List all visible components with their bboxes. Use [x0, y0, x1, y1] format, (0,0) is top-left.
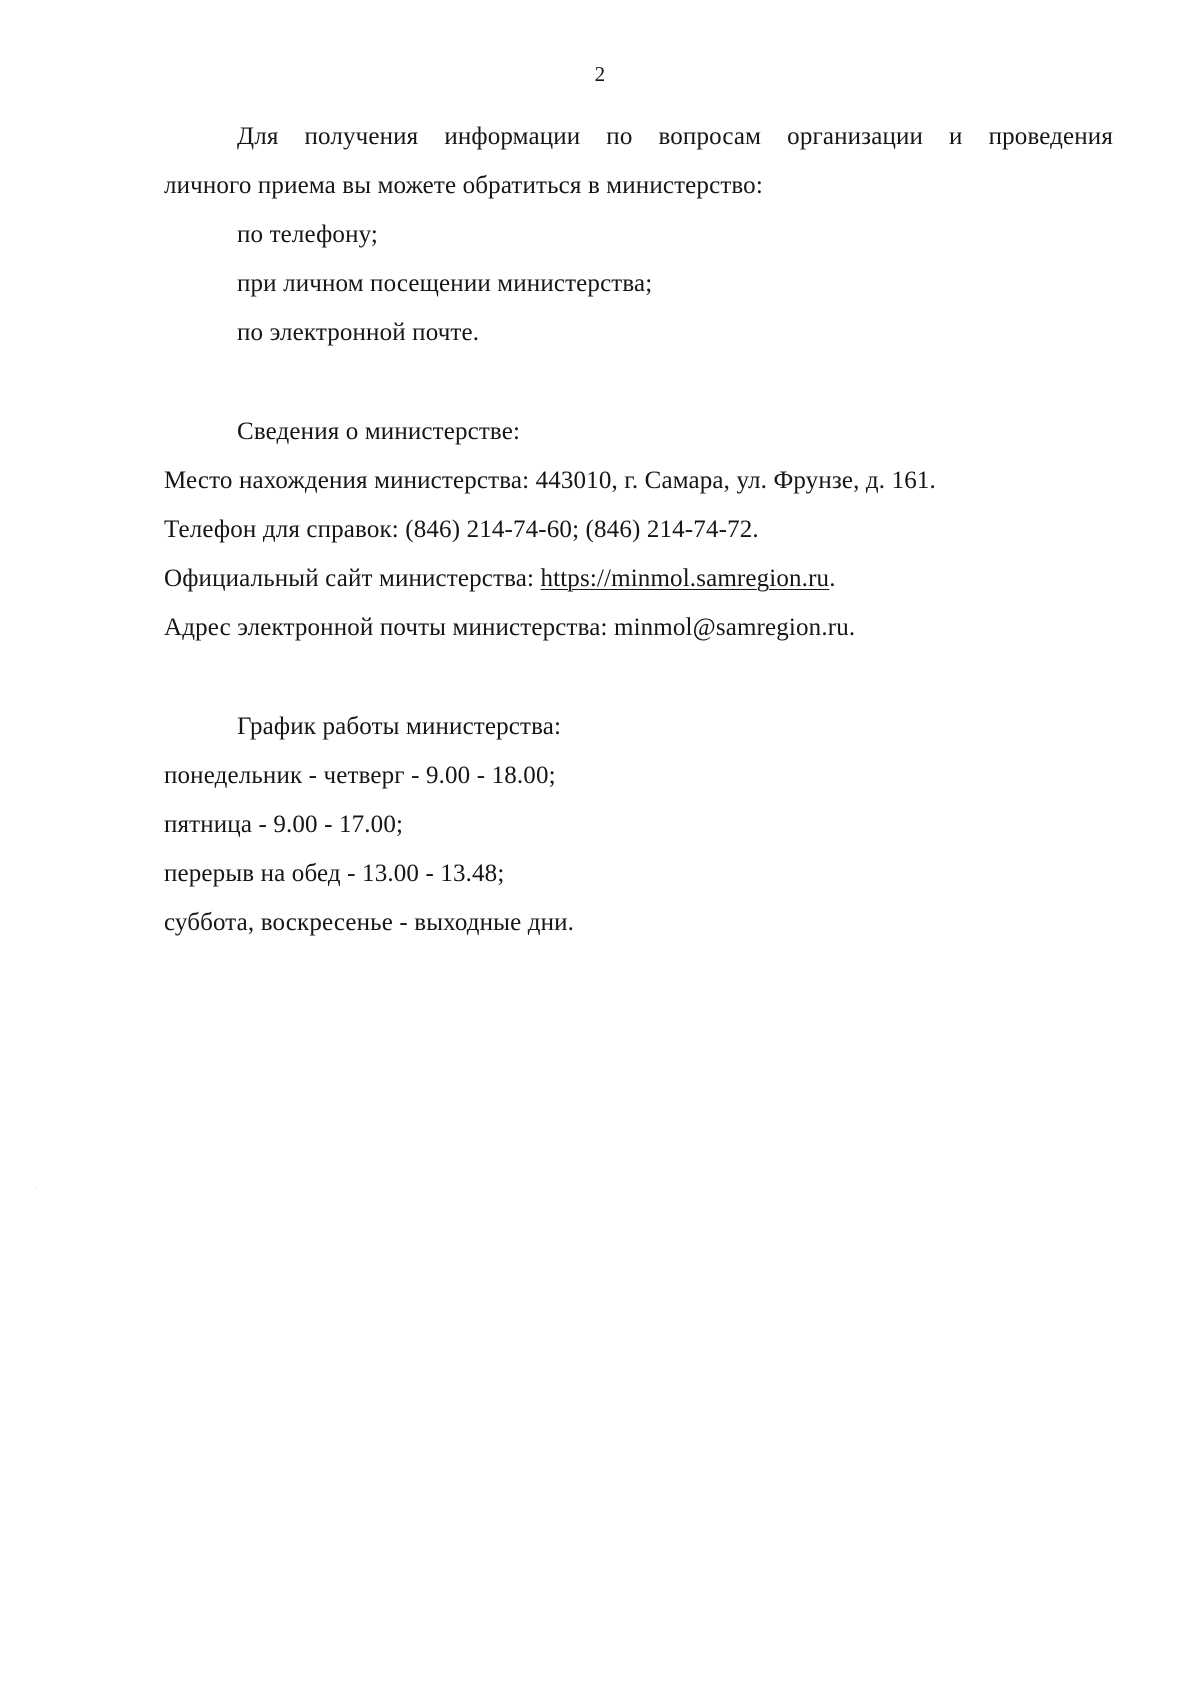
schedule-lunch-break: перерыв на обед - 13.00 - 13.48;: [164, 860, 505, 887]
contact-method-visit: при личном посещении министерства;: [237, 270, 653, 297]
schedule-weekdays: понедельник - четверг - 9.00 - 18.00;: [164, 762, 556, 789]
ministry-email-value: minmol@samregion.ru.: [613, 614, 856, 641]
ministry-phone-line: [164, 515, 759, 545]
scan-mark: [36, 1188, 37, 1189]
ministry-address-line: [164, 466, 936, 496]
ministry-site-label: Официальный сайт министерства:: [164, 565, 541, 592]
ministry-phone-value: (846) 214-74-60; (846) 214-74-72.: [405, 516, 759, 543]
contact-intro-second-line: личного приема вы можете обратиться в министерство:: [164, 172, 763, 199]
ministry-email-label: Адрес электронной почты министерства:: [164, 614, 614, 641]
schedule-friday: пятница - 9.00 - 17.00;: [164, 811, 404, 838]
page-number: 2: [594, 62, 606, 86]
schedule-weekend: суббота, воскресенье - выходные дни.: [164, 909, 575, 936]
ministry-site-link[interactable]: https://minmol.samregion.ru: [540, 565, 830, 592]
ministry-email-line: [164, 613, 855, 643]
ministry-address-value: 443010, г. Самара, ул. Фрунзе, д. 161.: [535, 467, 936, 494]
contact-intro-first-line: Для получения информации по вопросам организации и проведения: [237, 123, 1113, 150]
schedule-heading: График работы министерства:: [237, 713, 562, 740]
ministry-phone-label: Телефон для справок:: [164, 516, 406, 543]
ministry-address-label: Место нахождения министерства:: [164, 467, 536, 494]
ministry-site-line: [164, 564, 836, 594]
ministry-info-heading: Сведения о министерстве:: [237, 418, 521, 445]
contact-method-email: по электронной почте.: [237, 319, 480, 346]
contact-method-phone: по телефону;: [237, 221, 379, 248]
ministry-site-suffix: .: [829, 565, 836, 592]
